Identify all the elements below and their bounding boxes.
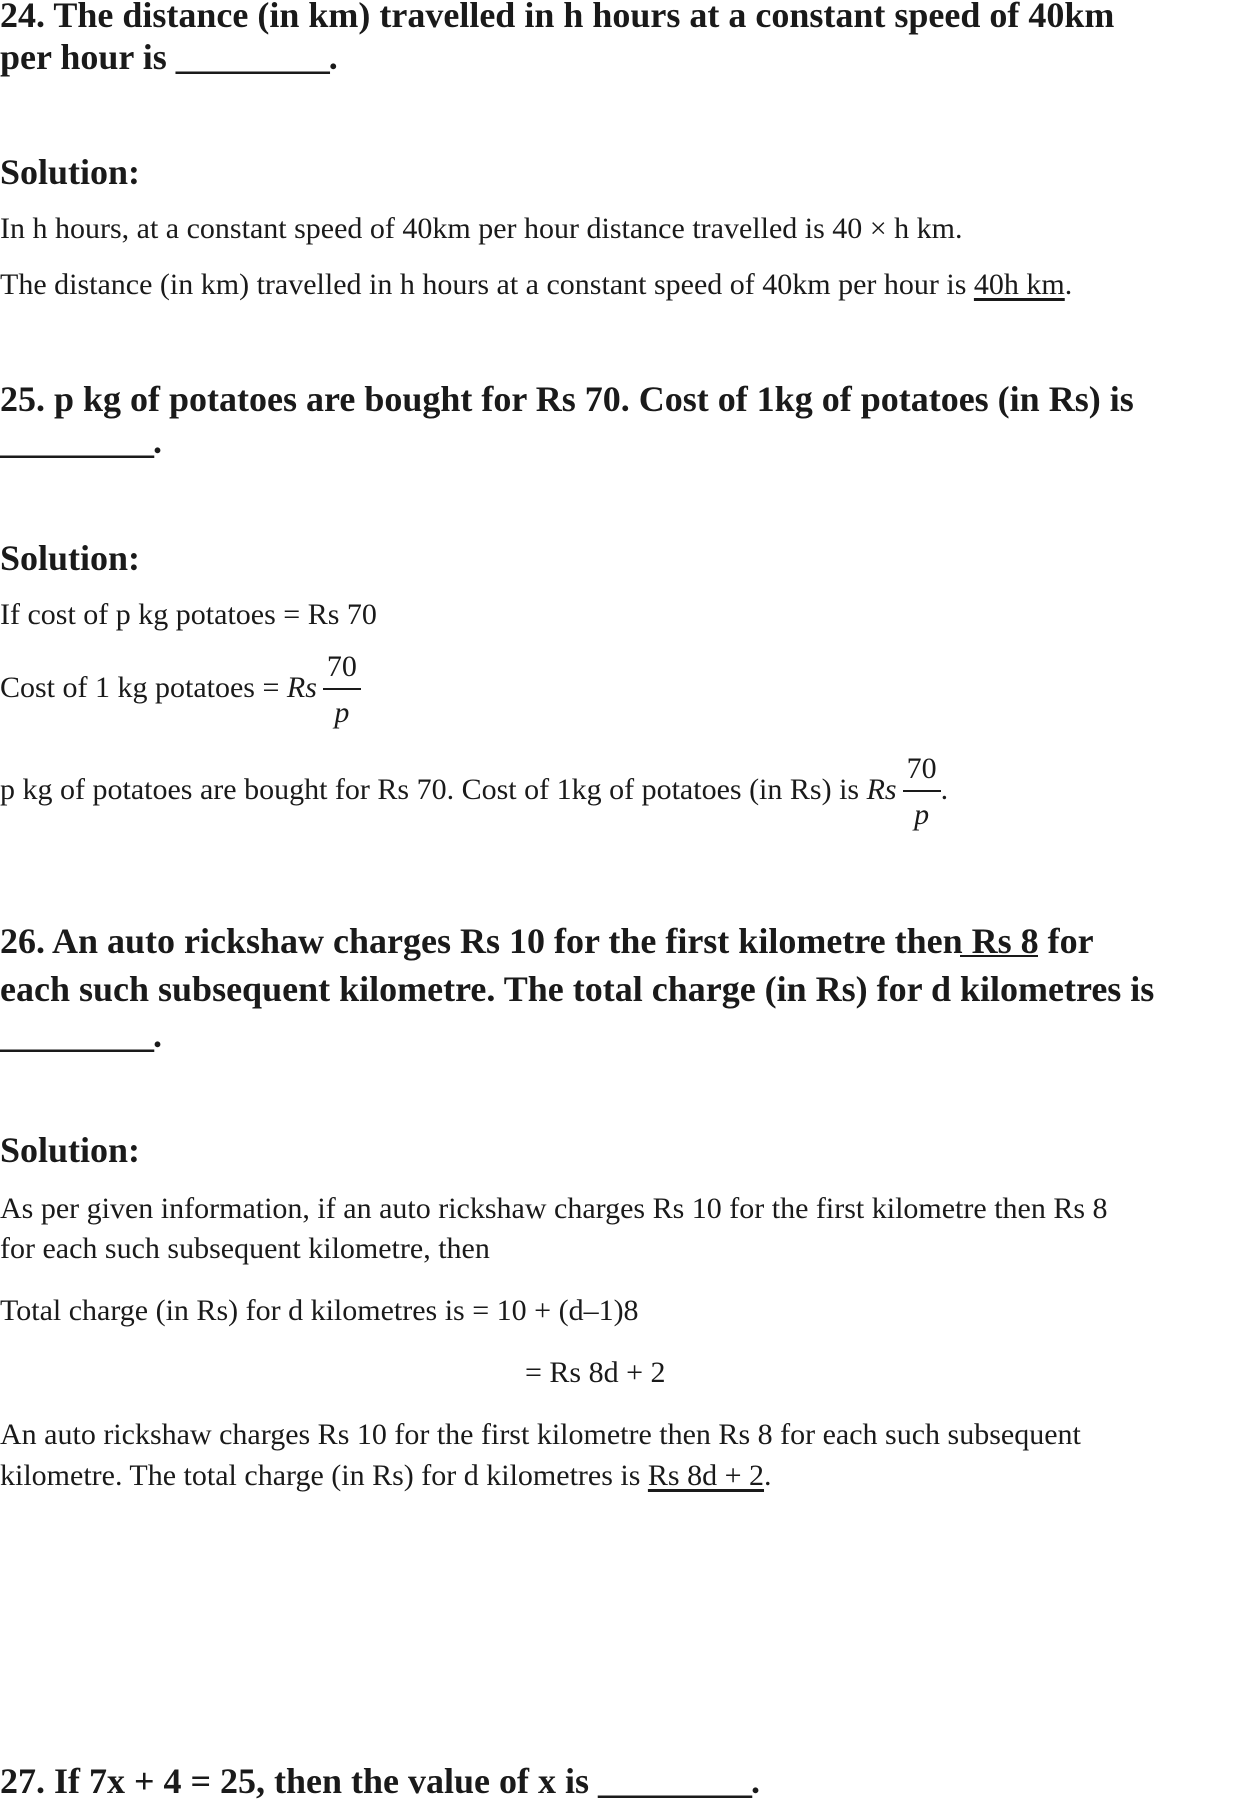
question-25-line-2 <box>0 416 162 466</box>
question-25-final-rs: Rs <box>866 772 897 806</box>
fraction-numerator: 70 <box>903 754 941 792</box>
question-25-fraction <box>323 652 361 728</box>
question-24-solution-line-1: In h hours, at a constant speed of 40km per hour distance travelled is 40 × h km. <box>0 212 963 245</box>
question-24-answer: 40h km <box>973 268 1065 301</box>
question-26-line-1: 26. An auto rickshaw charges Rs 10 for the first kilometre then Rs 8 for <box>0 921 1094 961</box>
question-24-solution-text: The distance (in km) travelled in h hours at a constant speed of 40km per hour is <box>0 268 974 301</box>
question-26-line-2: each such subsequent kilometre. The total charge (in Rs) for d kilometres is <box>0 969 1155 1009</box>
question-24-line-1: 24. The distance (in km) travelled in h hours at a constant speed of 40km <box>0 0 1115 35</box>
question-24-solution-heading: Solution: <box>0 152 141 192</box>
question-26-solution-line-2: for each such subsequent kilometre, then <box>0 1232 490 1265</box>
question-24-period: . <box>328 37 338 77</box>
question-25-blank: _________ <box>0 421 153 461</box>
question-24-solution-period: . <box>1064 268 1073 301</box>
question-27-period: . <box>751 1761 761 1801</box>
question-24-text: per hour is <box>0 37 176 77</box>
question-27-blank: _________ <box>598 1761 752 1801</box>
question-25-solution-line-1: If cost of p kg potatoes = Rs 70 <box>0 598 377 631</box>
question-26-solution-line-5: An auto rickshaw charges Rs 10 for the first kilometre then Rs 8 for each such subsequent <box>0 1418 1081 1451</box>
question-25-solution-heading: Solution: <box>0 538 141 578</box>
question-25-solution-line-2 <box>0 652 361 728</box>
question-25-period: . <box>153 421 162 461</box>
question-26-solution-line-3: Total charge (in Rs) for d kilometres is = 10 + (d–1)8 <box>0 1294 639 1327</box>
question-25-final-period: . <box>940 772 949 806</box>
question-25-line-1: 25. p kg of potatoes are bought for Rs 70. Cost of 1kg of potatoes (in Rs) is <box>0 379 1134 419</box>
question-24-solution-line-2 <box>0 264 1072 305</box>
fraction-denominator: p <box>914 798 930 831</box>
question-25-solution-final-text: p kg of potatoes are bought for Rs 70. Cost of 1kg of potatoes (in Rs) is <box>0 772 867 806</box>
question-26-solution-line-4: = Rs 8d + 2 <box>525 1356 666 1389</box>
question-26-solution-text: kilometre. The total charge (in Rs) for d kilometres is <box>0 1459 648 1492</box>
question-25-solution-text: Cost of 1 kg potatoes = <box>0 670 287 704</box>
fraction-denominator: p <box>334 696 350 729</box>
question-24-line-2 <box>0 32 338 82</box>
question-24-blank: _________ <box>175 37 329 77</box>
question-26-blank: _________ <box>0 1015 153 1055</box>
question-26-solution-period: . <box>764 1459 772 1492</box>
question-25-rs: Rs <box>286 670 317 704</box>
question-27-line-1 <box>0 1756 760 1806</box>
question-26-solution-heading: Solution: <box>0 1130 141 1170</box>
fraction-numerator: 70 <box>323 652 361 690</box>
question-26-line-3 <box>0 1010 162 1060</box>
question-26-solution-line-1: As per given information, if an auto rickshaw charges Rs 10 for the first kilometre then Rs 8 <box>0 1192 1108 1225</box>
question-26-answer: Rs 8d + 2 <box>647 1459 765 1492</box>
question-27-text: 27. If 7x + 4 = 25, then the value of x is <box>0 1761 599 1801</box>
question-25-final-fraction <box>903 754 941 830</box>
question-25-solution-line-3 <box>0 754 948 830</box>
question-26-solution-line-6 <box>0 1455 772 1496</box>
question-26-period: . <box>153 1015 162 1055</box>
